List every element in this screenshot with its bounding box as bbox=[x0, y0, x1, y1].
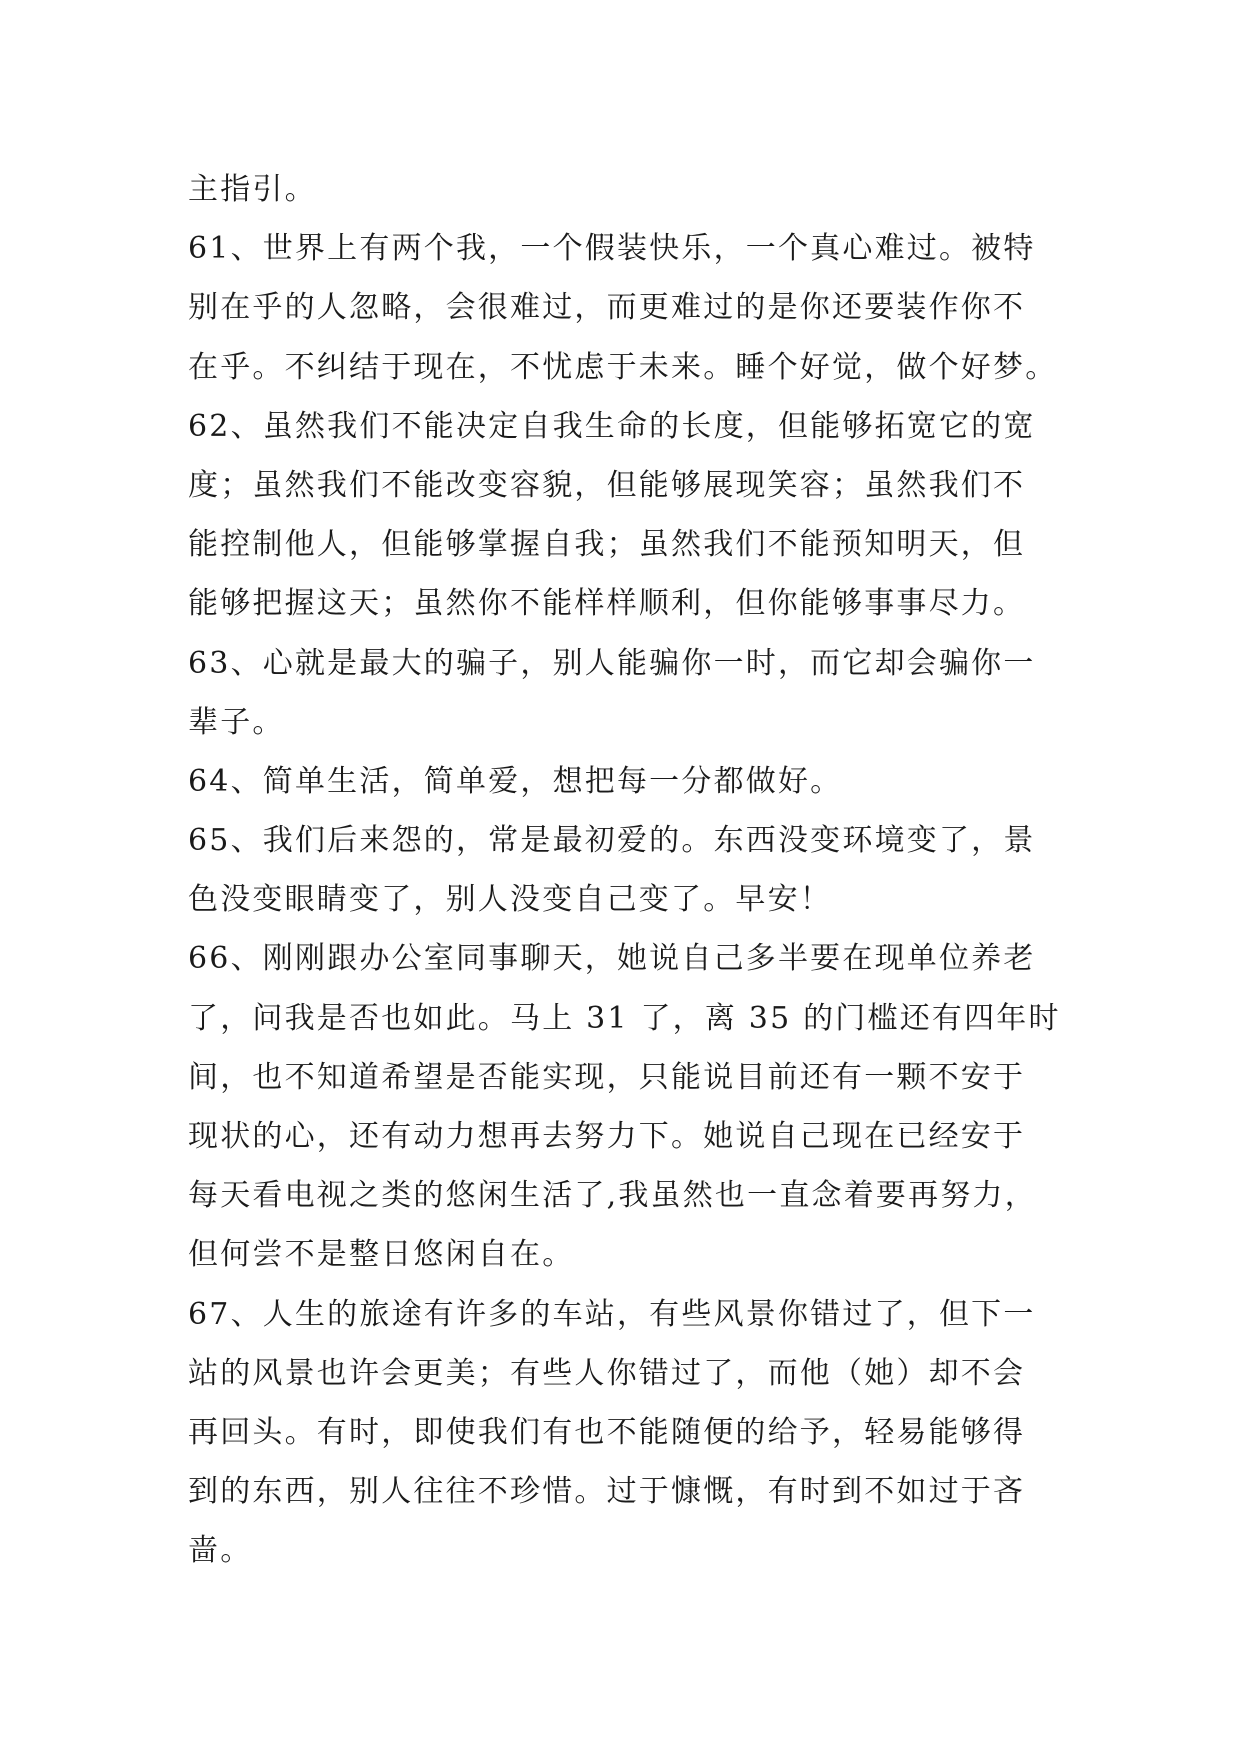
text-line: 了，问我是否也如此。马上 31 了，离 35 的门槛还有四年时 bbox=[188, 1000, 1061, 1036]
text-line: 在乎。不纠结于现在，不忧虑于未来。睡个好觉，做个好梦。 bbox=[188, 349, 1058, 385]
text-line: 每天看电视之类的悠闲生活了,我虽然也一直念着要再努力， bbox=[188, 1178, 1037, 1214]
text-line: 62、虽然我们不能决定自我生命的长度，但能够拓宽它的宽 bbox=[188, 408, 1036, 444]
text-line: 度；虽然我们不能改变容貌，但能够展现笑容；虽然我们不 bbox=[188, 467, 1026, 503]
text-line: 啬。 bbox=[188, 1533, 253, 1569]
text-line: 61、世界上有两个我，一个假装快乐，一个真心难过。被特 bbox=[188, 231, 1036, 267]
text-line: 但何尝不是整日悠闲自在。 bbox=[188, 1237, 575, 1273]
text-line: 再回头。有时，即使我们有也不能随便的给予，轻易能够得 bbox=[188, 1414, 1026, 1450]
text-line: 别在乎的人忽略，会很难过，而更难过的是你还要装作你不 bbox=[188, 290, 1026, 326]
body-text bbox=[188, 160, 1068, 1581]
text-line: 能够把握这天；虽然你不能样样顺利，但你能够事事尽力。 bbox=[188, 586, 1026, 622]
text-line: 站的风景也许会更美；有些人你错过了，而他（她）却不会 bbox=[188, 1355, 1026, 1391]
text-line: 63、心就是最大的骗子，别人能骗你一时，而它却会骗你一 bbox=[188, 645, 1036, 681]
text-line: 能控制他人，但能够掌握自我；虽然我们不能预知明天，但 bbox=[188, 527, 1026, 563]
text-line: 66、刚刚跟办公室同事聊天，她说自己多半要在现单位养老 bbox=[188, 941, 1036, 977]
text-line: 现状的心，还有动力想再去努力下。她说自己现在已经安于 bbox=[188, 1119, 1026, 1154]
text-line: 辈子。 bbox=[188, 704, 285, 740]
text-line: 65、我们后来怨的，常是最初爱的。东西没变环境变了，景 bbox=[188, 823, 1036, 859]
text-line: 64、简单生活，简单爱，想把每一分都做好。 bbox=[188, 763, 843, 799]
text-line: 主指引。 bbox=[188, 172, 317, 207]
text-line: 间，也不知道希望是否能实现，只能说目前还有一颗不安于 bbox=[188, 1059, 1026, 1095]
text-line: 67、人生的旅途有许多的车站，有些风景你错过了，但下一 bbox=[188, 1296, 1036, 1332]
text-line: 到的东西，别人往往不珍惜。过于慷慨，有时到不如过于吝 bbox=[188, 1474, 1026, 1510]
text-line: 色没变眼睛变了，别人没变自己变了。早安！ bbox=[188, 882, 832, 918]
